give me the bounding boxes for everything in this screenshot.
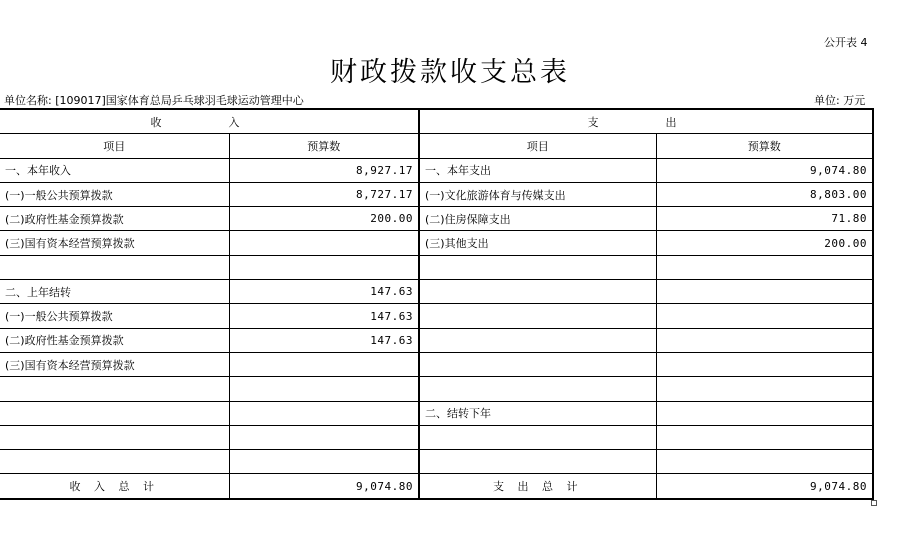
income-amount-cell: 8,927.17 xyxy=(229,158,419,182)
unit-name-label: 单位名称: [109017]国家体育总局乒乓球羽毛球运动管理中心 xyxy=(4,94,304,107)
expense-section-header: 支 出 xyxy=(419,109,873,134)
income-amount-cell: 147.63 xyxy=(229,304,419,328)
expense-total-label: 支 出 总 计 xyxy=(419,474,656,499)
income-amount-cell xyxy=(229,352,419,376)
table-row xyxy=(0,182,873,206)
income-item-cell: (三)国有资本经营预算拨款 xyxy=(0,231,229,255)
expense-amount-cell xyxy=(656,425,873,449)
income-amount-cell: 200.00 xyxy=(229,207,419,231)
expense-amount-cell xyxy=(656,328,873,352)
income-item-cell xyxy=(0,401,229,425)
income-item-column-header: 项目 xyxy=(0,134,229,158)
income-amount-cell xyxy=(229,255,419,279)
expense-item-cell: 一、本年支出 xyxy=(419,158,656,182)
income-amount-cell: 147.63 xyxy=(229,328,419,352)
currency-unit-label: 单位: 万元 xyxy=(814,94,866,107)
income-amount-cell: 8,727.17 xyxy=(229,182,419,206)
table-row xyxy=(0,377,873,401)
total-row xyxy=(0,474,873,499)
table-row xyxy=(0,304,873,328)
expense-item-cell xyxy=(419,450,656,474)
expense-amount-cell: 8,803.00 xyxy=(656,182,873,206)
table-row xyxy=(0,280,873,304)
budget-summary-table xyxy=(0,108,874,500)
expense-amount-cell: 9,074.80 xyxy=(656,158,873,182)
expense-item-cell: (二)住房保障支出 xyxy=(419,207,656,231)
expense-amount-cell xyxy=(656,352,873,376)
income-amount-cell xyxy=(229,231,419,255)
table-row xyxy=(0,231,873,255)
table-row xyxy=(0,425,873,449)
income-amount-cell: 147.63 xyxy=(229,280,419,304)
expense-amount-cell xyxy=(656,401,873,425)
income-amount-cell xyxy=(229,377,419,401)
income-item-cell: 二、上年结转 xyxy=(0,280,229,304)
resize-handle[interactable] xyxy=(871,500,877,506)
form-number: 公开表 4 xyxy=(824,36,868,49)
expense-amount-cell xyxy=(656,377,873,401)
expense-item-cell: 二、结转下年 xyxy=(419,401,656,425)
income-item-cell: 一、本年收入 xyxy=(0,158,229,182)
expense-item-column-header: 项目 xyxy=(419,134,656,158)
expense-item-cell xyxy=(419,352,656,376)
expense-amount-cell xyxy=(656,255,873,279)
income-item-cell xyxy=(0,450,229,474)
income-section-header: 收 入 xyxy=(0,109,419,134)
expense-amount-cell xyxy=(656,280,873,304)
income-total-amount: 9,074.80 xyxy=(229,474,419,499)
income-item-cell: (二)政府性基金预算拨款 xyxy=(0,328,229,352)
income-item-cell: (一)一般公共预算拨款 xyxy=(0,182,229,206)
expense-item-cell xyxy=(419,280,656,304)
expense-amount-cell: 71.80 xyxy=(656,207,873,231)
income-item-cell xyxy=(0,377,229,401)
expense-budget-column-header: 预算数 xyxy=(656,134,873,158)
column-header-row xyxy=(0,134,873,158)
expense-total-amount: 9,074.80 xyxy=(656,474,873,499)
expense-item-cell xyxy=(419,304,656,328)
expense-amount-cell: 200.00 xyxy=(656,231,873,255)
expense-amount-cell xyxy=(656,450,873,474)
income-amount-cell xyxy=(229,425,419,449)
expense-item-cell xyxy=(419,377,656,401)
income-item-cell: (三)国有资本经营预算拨款 xyxy=(0,352,229,376)
table-row xyxy=(0,450,873,474)
page-title: 财政拨款收支总表 xyxy=(330,57,570,88)
income-item-cell xyxy=(0,425,229,449)
expense-item-cell xyxy=(419,328,656,352)
income-item-cell: (一)一般公共预算拨款 xyxy=(0,304,229,328)
table-row xyxy=(0,207,873,231)
expense-item-cell xyxy=(419,425,656,449)
table-row xyxy=(0,255,873,279)
table-row xyxy=(0,328,873,352)
income-item-cell: (二)政府性基金预算拨款 xyxy=(0,207,229,231)
expense-item-cell: (一)文化旅游体育与传媒支出 xyxy=(419,182,656,206)
income-total-label: 收 入 总 计 xyxy=(0,474,229,499)
expense-item-cell: (三)其他支出 xyxy=(419,231,656,255)
table-row xyxy=(0,352,873,376)
income-amount-cell xyxy=(229,450,419,474)
income-amount-cell xyxy=(229,401,419,425)
table-row xyxy=(0,158,873,182)
section-header-row xyxy=(0,109,873,134)
expense-amount-cell xyxy=(656,304,873,328)
income-budget-column-header: 预算数 xyxy=(229,134,419,158)
income-item-cell xyxy=(0,255,229,279)
table-row xyxy=(0,401,873,425)
expense-item-cell xyxy=(419,255,656,279)
